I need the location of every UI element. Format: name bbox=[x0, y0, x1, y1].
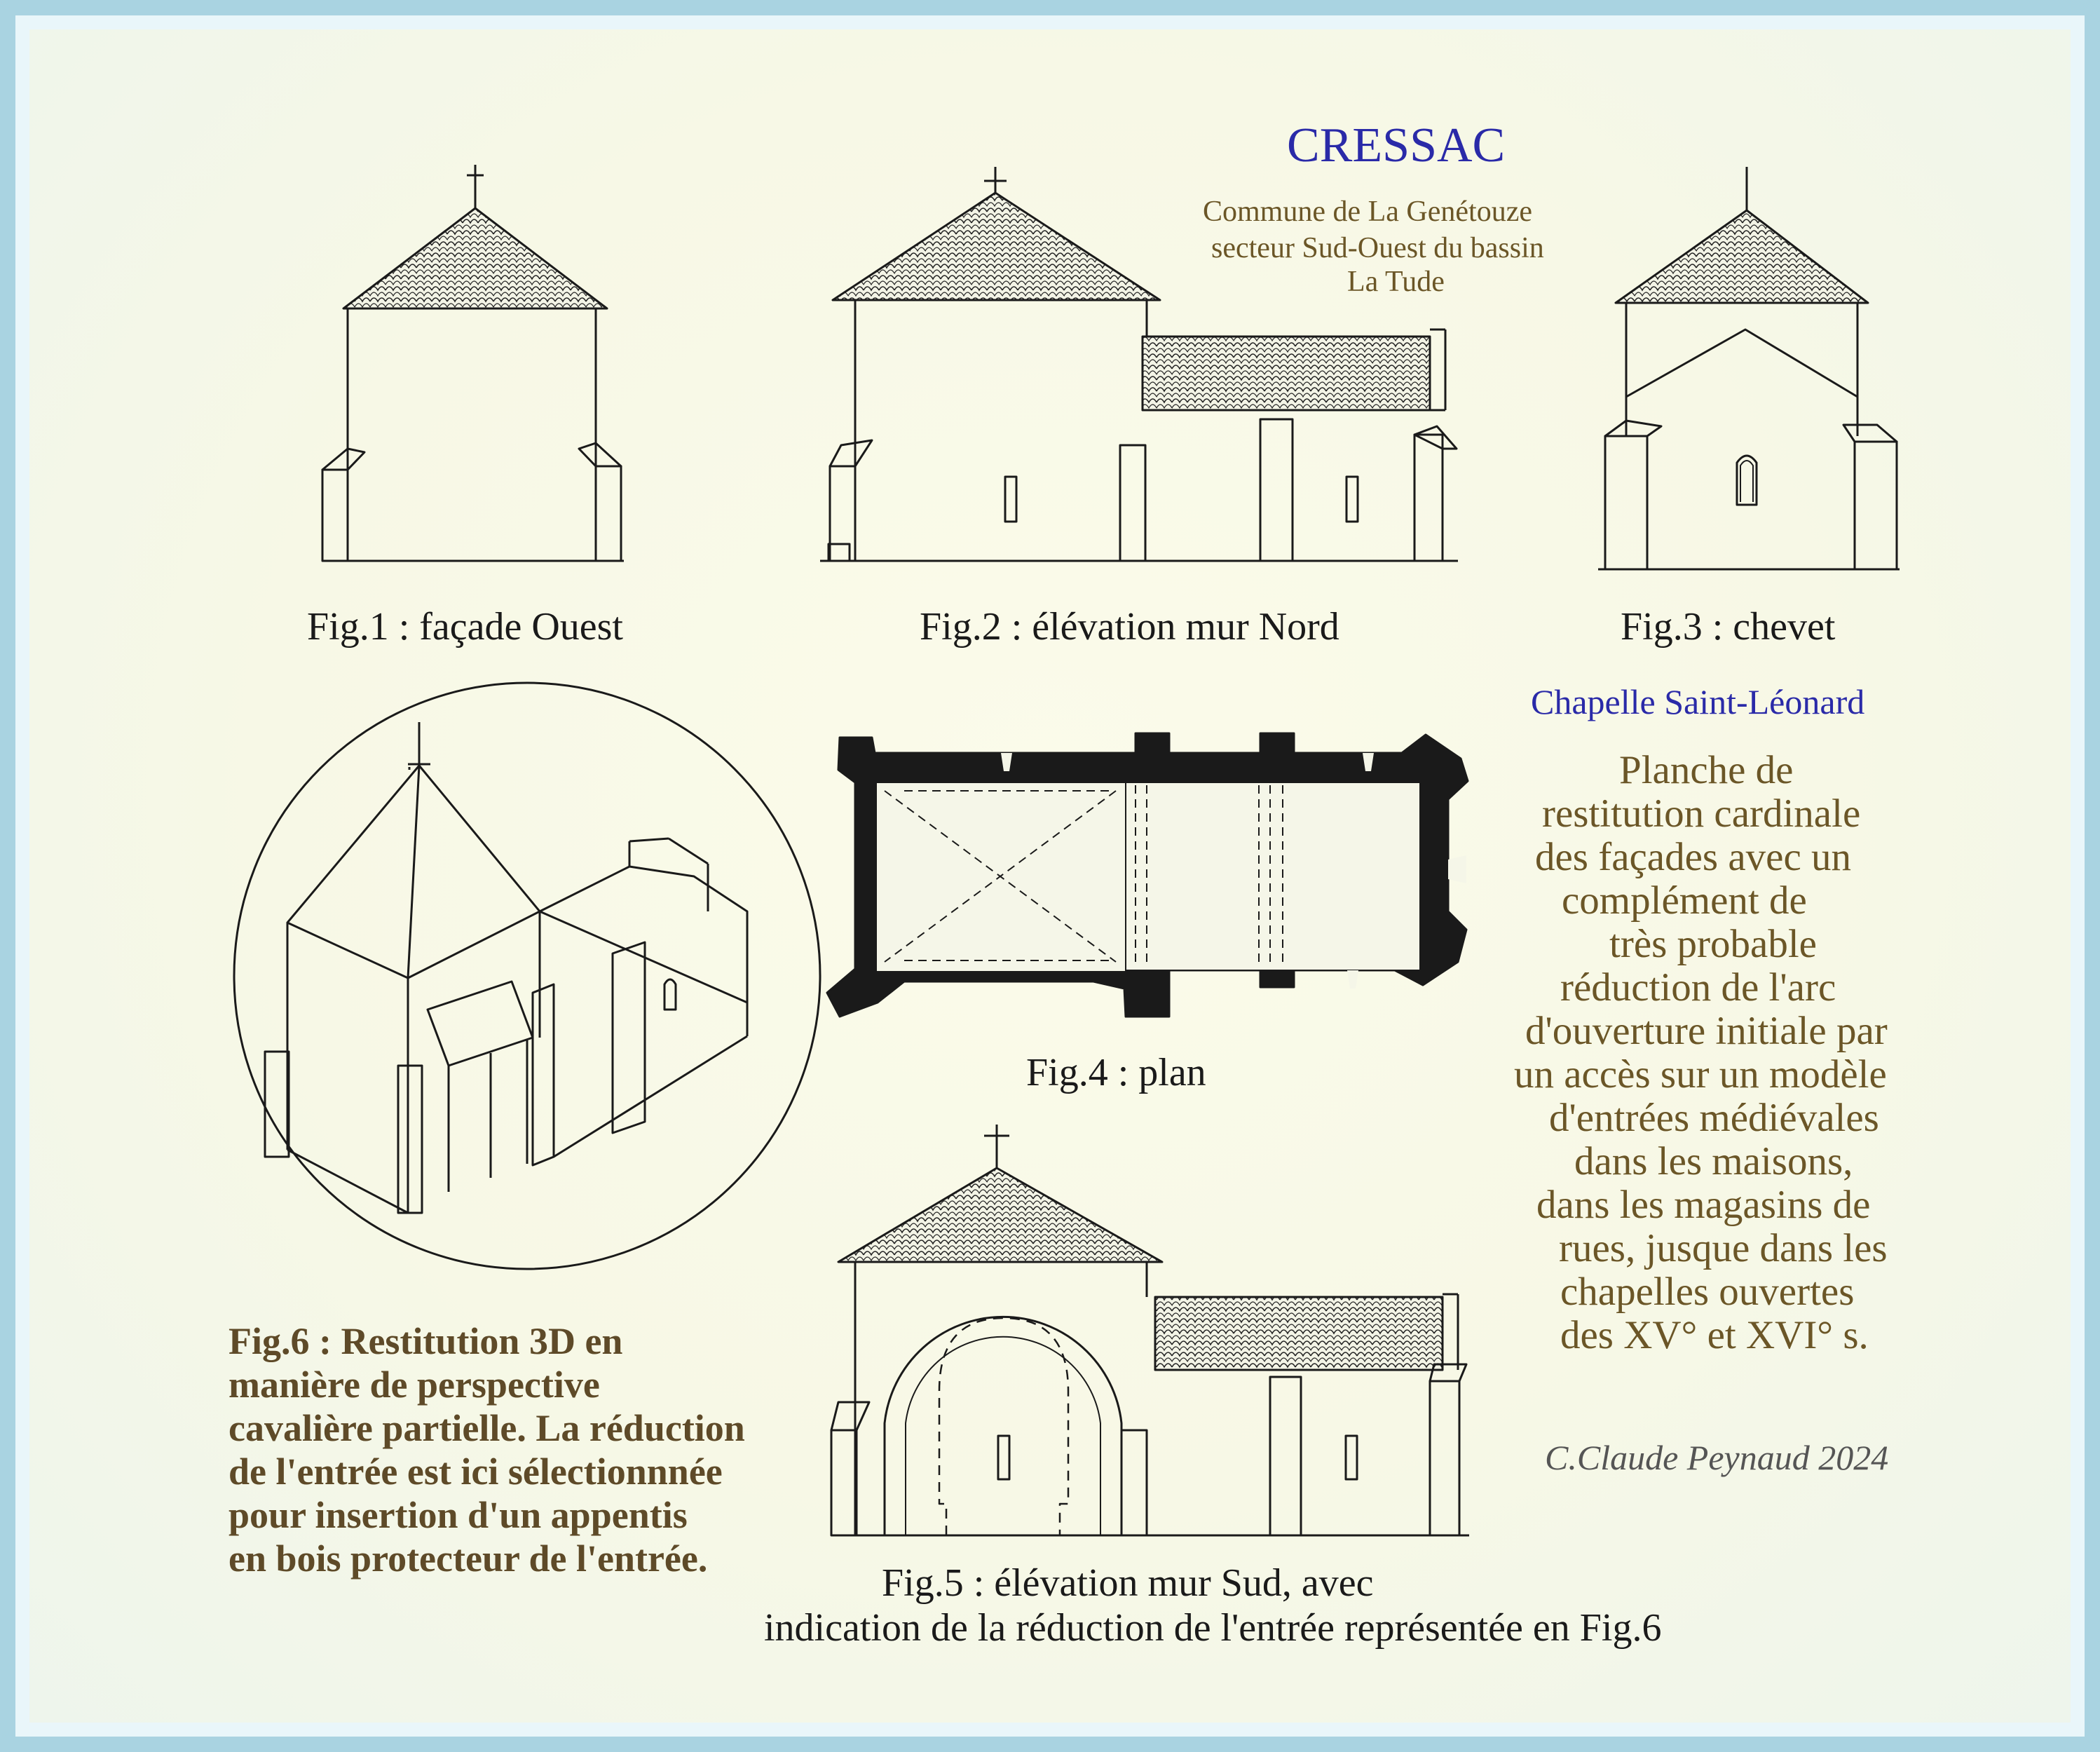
description-line-2: restitution cardinale bbox=[1542, 792, 1861, 836]
description-line-7: d'ouverture initiale par bbox=[1525, 1009, 1888, 1053]
description-line-10: dans les maisons, bbox=[1574, 1139, 1853, 1183]
fig1-west-facade-drawing bbox=[322, 165, 624, 561]
description-line-13: chapelles ouvertes bbox=[1560, 1270, 1855, 1314]
fig6-caption-line-6: en bois protecteur de l'entrée. bbox=[229, 1537, 708, 1580]
fig5-south-wall-drawing bbox=[831, 1125, 1469, 1535]
description-line-12: rues, jusque dans les bbox=[1559, 1226, 1888, 1270]
description-line-3: des façades avec un bbox=[1535, 835, 1851, 879]
fig3-apse-drawing bbox=[1598, 167, 1900, 569]
fig6-caption-line-2: manière de perspective bbox=[229, 1364, 600, 1406]
fig6-caption-line-4: de l'entrée est ici sélectionnnée bbox=[229, 1451, 723, 1493]
subtitle-line-2: secteur Sud-Ouest du bassin bbox=[1211, 232, 1544, 264]
subtitle-line-1: Commune de La Genétouze bbox=[1203, 196, 1532, 228]
fig3-caption: Fig.3 : chevet bbox=[1621, 605, 1836, 648]
description-line-5: très probable bbox=[1609, 922, 1817, 966]
fig4-caption: Fig.4 : plan bbox=[1026, 1051, 1206, 1094]
signature: C.Claude Peynaud 2024 bbox=[1545, 1438, 1889, 1477]
page-title: CRESSAC bbox=[1287, 118, 1506, 172]
description-line-11: dans les magasins de bbox=[1536, 1183, 1871, 1227]
fig6-3d-perspective-drawing bbox=[234, 683, 820, 1269]
fig5-caption-line-1: Fig.5 : élévation mur Sud, avec bbox=[882, 1561, 1374, 1605]
description-line-14: des XV° et XVI° s. bbox=[1560, 1313, 1869, 1357]
fig5-caption-line-2: indication de la réduction de l'entrée représentée en Fig.6 bbox=[764, 1606, 1662, 1650]
chapel-name: Chapelle Saint-Léonard bbox=[1531, 682, 1865, 721]
fig1-caption: Fig.1 : façade Ouest bbox=[307, 605, 623, 648]
description-line-1: Planche de bbox=[1619, 748, 1794, 792]
fig6-caption-line-3: cavalière partielle. La réduction bbox=[229, 1407, 745, 1449]
description-line-6: réduction de l'arc bbox=[1560, 965, 1836, 1010]
description-line-9: d'entrées médiévales bbox=[1549, 1096, 1879, 1140]
description-line-8: un accès sur un modèle bbox=[1514, 1052, 1887, 1096]
description-line-4: complément de bbox=[1562, 878, 1807, 923]
fig6-caption-line-1: Fig.6 : Restitution 3D en bbox=[229, 1320, 623, 1362]
fig4-plan-drawing bbox=[827, 733, 1468, 1017]
fig2-caption: Fig.2 : élévation mur Nord bbox=[920, 605, 1339, 648]
fig6-caption-line-5: pour insertion d'un appentis bbox=[229, 1494, 688, 1536]
subtitle-line-3: La Tude bbox=[1347, 266, 1445, 298]
